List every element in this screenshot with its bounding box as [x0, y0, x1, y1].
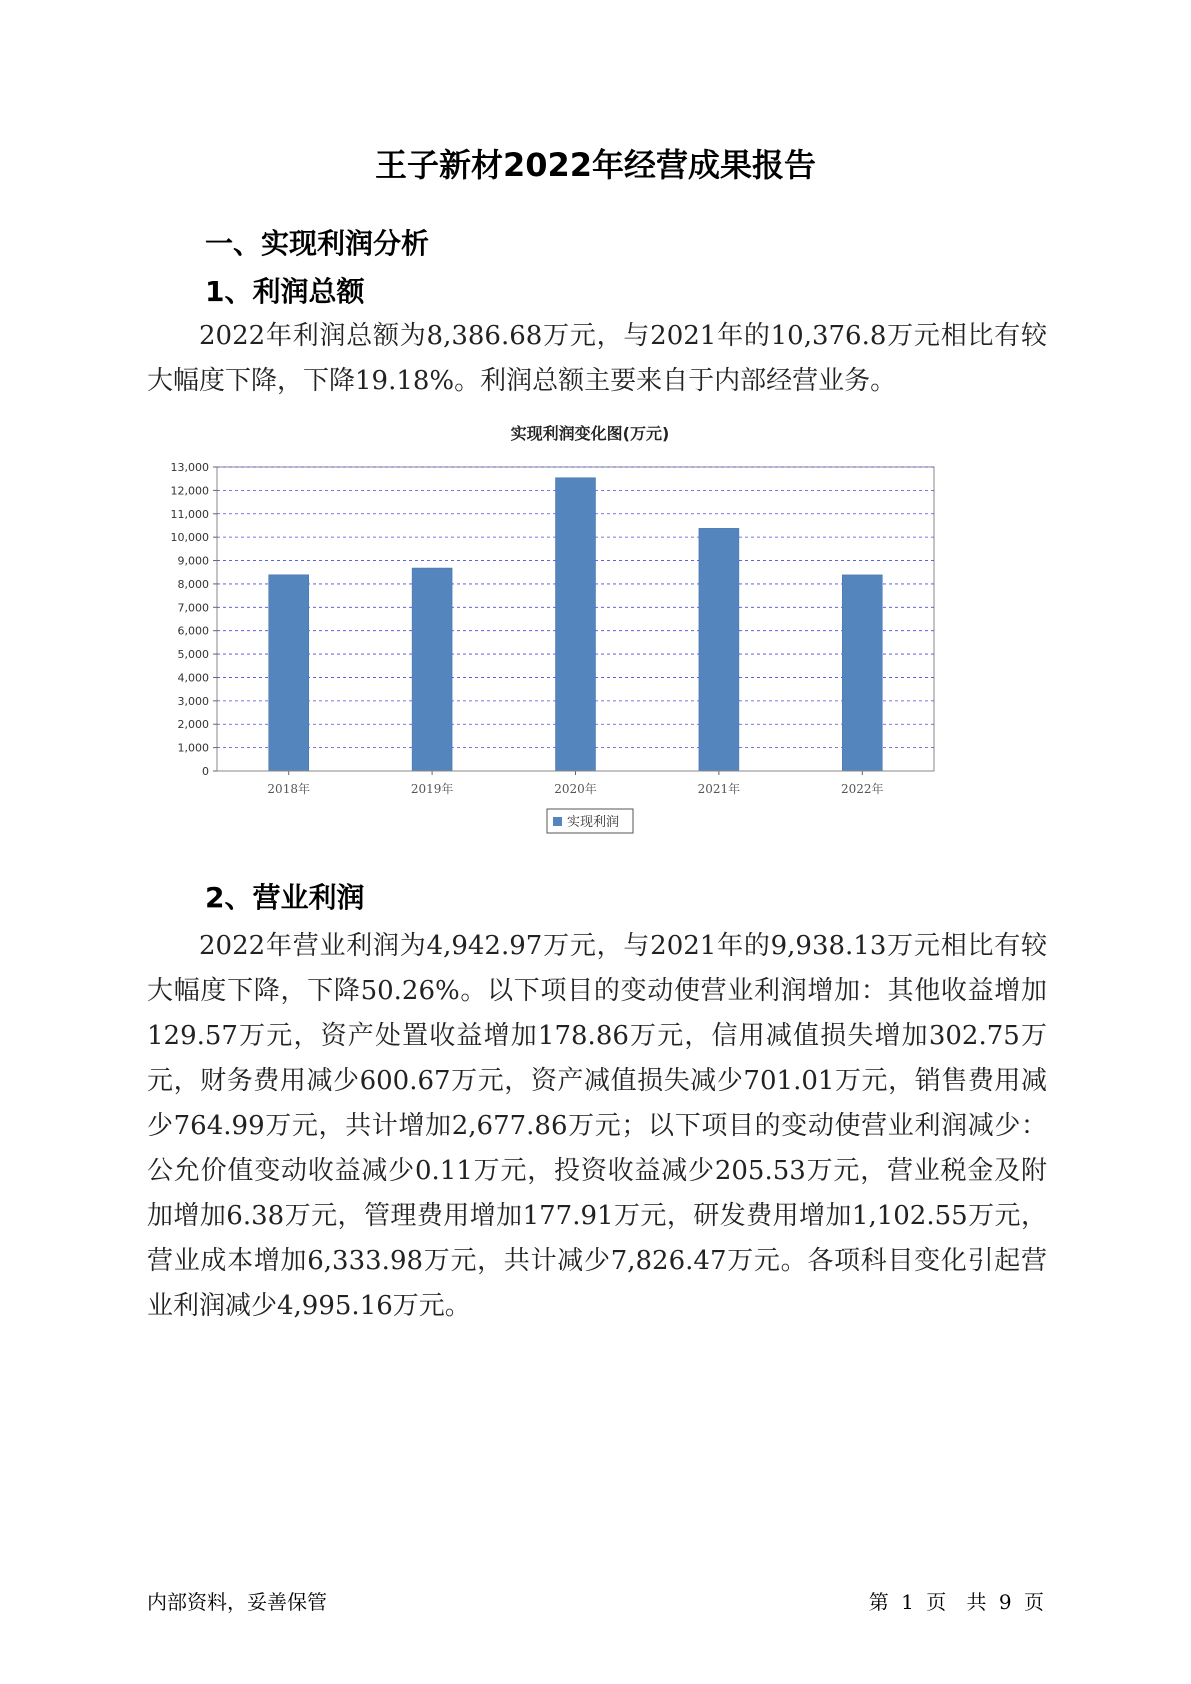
- y-tick-label: 8,000: [177, 577, 209, 591]
- subsection-heading-profit-total: 1、利润总额: [205, 275, 365, 308]
- profit-chart: [150, 424, 1030, 925]
- bar-2022年: [842, 575, 882, 771]
- x-tick-label: 2020年: [554, 782, 597, 796]
- legend-label: 实现利润: [567, 815, 620, 830]
- paragraph-operating-profit: 2022年营业利润为4,942.97万元，与2021年的9,938.13万元相比有较大幅度下降，下降50.26%。以下项目的变动使营业利润增加：其他收益增加129.57万元，资产处置收益增加178.86万元，信用减值损失增加302.75万元，财务费用减少600.67万元，资产减值损失减少701.01万元，销售费用减少764.99万元，共计增加2,677.86万元；以下项目的变动使营业利润减少：公允价值变动收益减少0.11万元，投资收益减少205.53万元，营业税金及附加增加6.38万元，管理费用增加177.91万元，研发费用增加1,102.55万元，营业成本增加6,333.98万元，共计减少7,826.47万元。各项科目变化引起营业利润减少4,995.16万元。: [147, 931, 1047, 1321]
- page-title: 王子新材2022年经营成果报告: [374, 146, 817, 184]
- y-tick-label: 4,000: [177, 671, 209, 685]
- bar-2021年: [699, 528, 739, 771]
- y-tick-label: 5,000: [177, 648, 209, 662]
- x-tick-label: 2019年: [410, 782, 454, 796]
- y-tick-label: 9,000: [177, 554, 209, 568]
- legend-swatch: [553, 817, 562, 826]
- footer-page-number: 1: [901, 1590, 914, 1614]
- footer-total-pages: 9: [998, 1590, 1012, 1614]
- y-tick-label: 6,000: [177, 624, 209, 638]
- section-heading: 一、实现利润分析: [205, 227, 430, 260]
- footer-total-prefix: 共: [966, 1590, 987, 1614]
- footer-page-info: [869, 1586, 1044, 1615]
- footer-total-suffix: 页: [1024, 1590, 1044, 1614]
- paragraph-profit-total: 2022年利润总额为8,386.68万元，与2021年的10,376.8万元相比有较大幅度下降，下降19.18%。利润总额主要来自于内部经营业务。: [147, 321, 1047, 396]
- profit-chart-svg: [150, 424, 1030, 925]
- x-tick-label: 2018年: [267, 782, 310, 796]
- x-tick-label: 2022年: [841, 782, 884, 796]
- footer-confidential-note: 内部资料，妥善保管: [147, 1590, 327, 1614]
- y-tick-label: 11,000: [170, 507, 209, 521]
- y-tick-label: 1,000: [177, 741, 209, 755]
- y-tick-label: 3,000: [177, 694, 209, 708]
- bar-2018年: [269, 575, 309, 771]
- chart-title: 实现利润变化图(万元): [510, 424, 670, 443]
- y-tick-label: 0: [202, 765, 209, 778]
- bar-2019年: [412, 568, 452, 771]
- y-tick-label: 10,000: [170, 531, 209, 545]
- footer-page-mid: 页: [926, 1590, 947, 1614]
- footer-page-prefix: 第: [868, 1590, 889, 1614]
- y-tick-label: 7,000: [177, 601, 209, 615]
- y-tick-label: 2,000: [177, 718, 209, 732]
- y-tick-label: 13,000: [170, 461, 209, 474]
- x-tick-label: 2021年: [697, 782, 741, 796]
- bar-2020年: [556, 478, 596, 771]
- subsection-heading-operating-profit: 2、营业利润: [205, 881, 365, 914]
- y-tick-label: 12,000: [170, 484, 209, 498]
